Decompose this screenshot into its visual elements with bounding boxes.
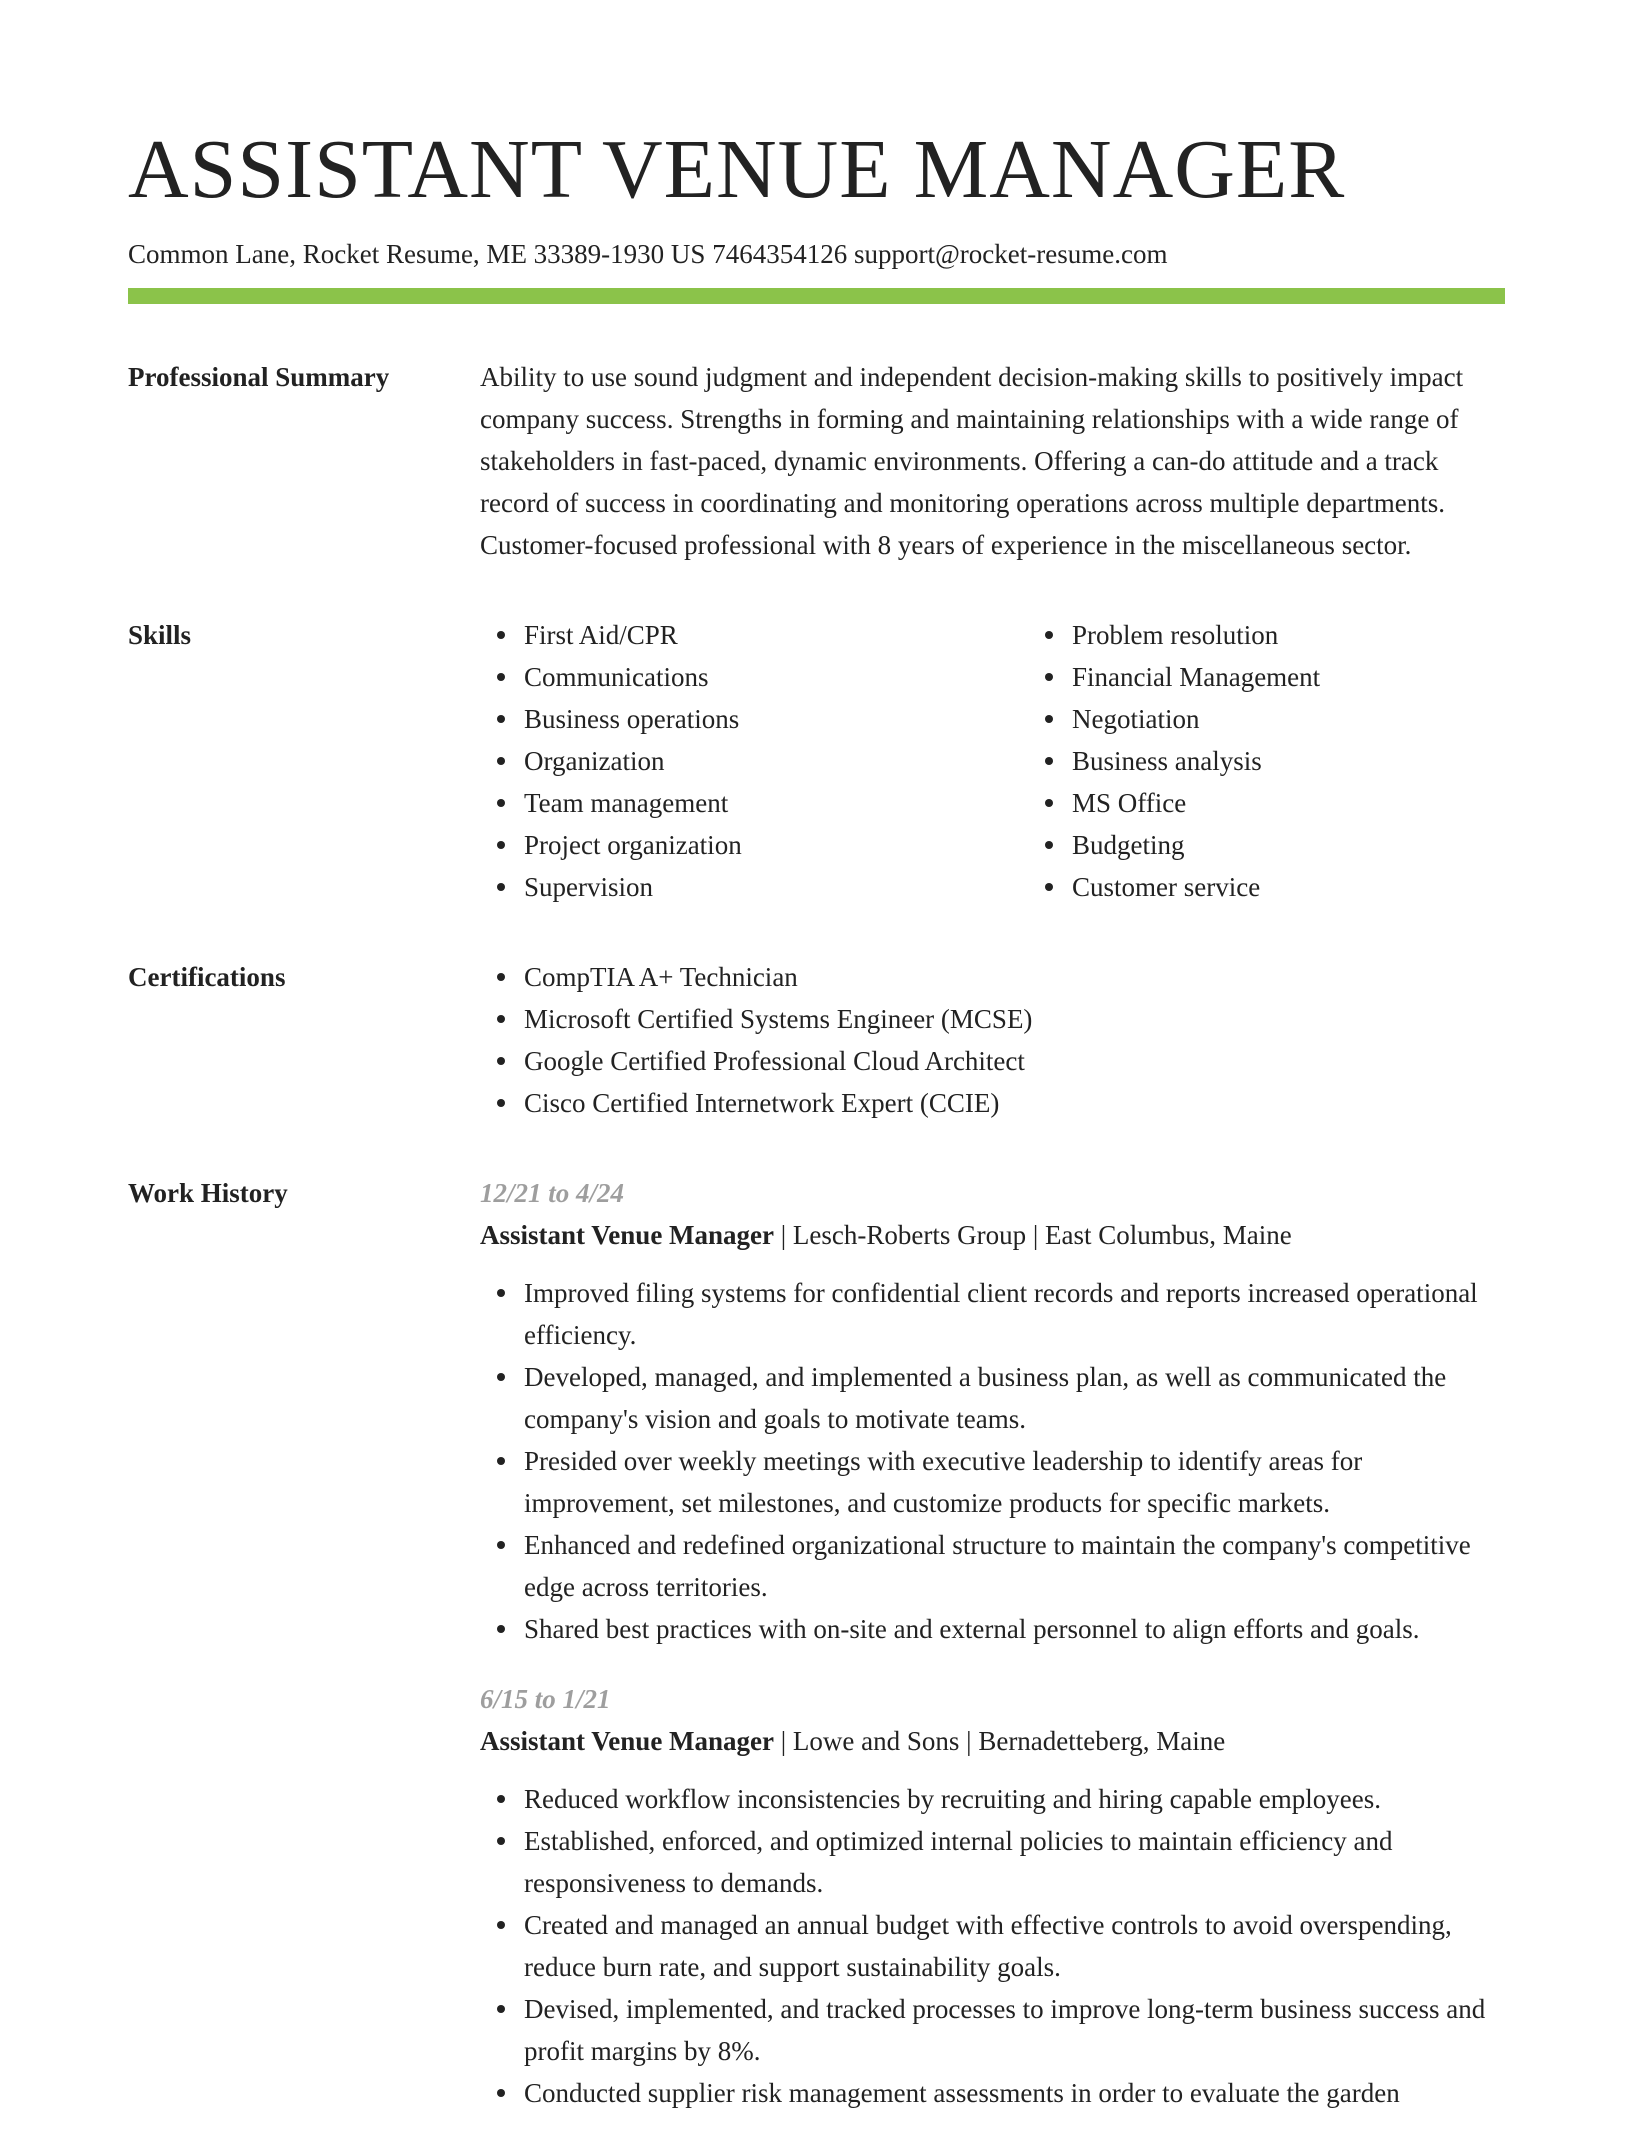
skill-item: Negotiation (1072, 698, 1576, 740)
summary-section (128, 356, 1505, 566)
certification-item: CompTIA A+ Technician (524, 956, 1505, 998)
certifications-section (128, 956, 1505, 1124)
job-company-location: | Lesch-Roberts Group | East Columbus, Maine (774, 1220, 1292, 1251)
certifications-list (480, 956, 1505, 1124)
skill-item: Problem resolution (1072, 614, 1576, 656)
job-bullets (480, 1272, 1505, 1650)
certifications-heading: Certifications (128, 962, 286, 993)
job-bullet: Enhanced and redefined organizational structure to maintain the company's competitive edge across territories. (524, 1524, 1505, 1608)
skills-list-right (1028, 614, 1576, 908)
summary-text: Ability to use sound judgment and independent decision-making skills to positively impact company success. Strengths in forming and maintaining relationships with a wide range of stakeholders in fast-paced, dynamic environments. Offering a can-do attitude and a track record of success in coordinating and monitoring operations across multiple departments. Customer-focused professional with 8 years of experience in the miscellaneous sector. (480, 362, 1464, 561)
work-history-section (128, 1172, 1505, 2142)
skill-item: Communications (524, 656, 1028, 698)
skill-item: Financial Management (1072, 656, 1576, 698)
skills-heading: Skills (128, 620, 192, 651)
job-bullet: Reduced workflow inconsistencies by recruiting and hiring capable employees. (524, 1778, 1505, 1820)
job-bullet: Developed, managed, and implemented a business plan, as well as communicated the company's vision and goals to motivate teams. (524, 1356, 1505, 1440)
job-entry (480, 1172, 1505, 1650)
job-bullet: Shared best practices with on-site and external personnel to align efforts and goals. (524, 1608, 1505, 1650)
skill-item: Team management (524, 782, 1028, 824)
contact-line: Common Lane, Rocket Resume, ME 33389-1930 US 7464354126 support@rocket-resume.com (128, 239, 1168, 269)
job-bullet: Presided over weekly meetings with executive leadership to identify areas for improvement, set milestones, and customize products for specific markets. (524, 1440, 1505, 1524)
job-entry (480, 1678, 1505, 2114)
job-bullet: Created and managed an annual budget with effective controls to avoid overspending, reduce burn rate, and support sustainability goals. (524, 1904, 1505, 1988)
skills-list-left (480, 614, 1028, 908)
summary-heading: Professional Summary (128, 362, 390, 393)
skill-item: Business analysis (1072, 740, 1576, 782)
resume-page (128, 120, 1505, 2142)
job-header (480, 1214, 1505, 1256)
job-bullet: Established, enforced, and optimized internal policies to maintain efficiency and responsiveness to demands. (524, 1820, 1505, 1904)
job-dates: 6/15 to 1/21 (480, 1684, 611, 1715)
skill-item: Business operations (524, 698, 1028, 740)
work-history-heading: Work History (128, 1178, 288, 1209)
job-header (480, 1720, 1505, 1762)
job-bullets (480, 1778, 1505, 2114)
skill-item: First Aid/CPR (524, 614, 1028, 656)
skill-item: Organization (524, 740, 1028, 782)
skill-item: Budgeting (1072, 824, 1576, 866)
skill-item: MS Office (1072, 782, 1576, 824)
resume-name: ASSISTANT VENUE MANAGER (128, 123, 1346, 216)
skill-item: Project organization (524, 824, 1028, 866)
certification-item: Cisco Certified Internetwork Expert (CCIE) (524, 1082, 1505, 1124)
accent-divider (128, 288, 1505, 304)
job-bullet: Conducted supplier risk management assessments in order to evaluate the garden (524, 2072, 1505, 2114)
job-title: Assistant Venue Manager (480, 1220, 775, 1251)
skills-section (128, 614, 1505, 908)
skill-item: Supervision (524, 866, 1028, 908)
job-bullet: Devised, implemented, and tracked processes to improve long-term business success and profit margins by 8%. (524, 1988, 1505, 2072)
job-title: Assistant Venue Manager (480, 1726, 775, 1757)
certification-item: Microsoft Certified Systems Engineer (MCSE) (524, 998, 1505, 1040)
certification-item: Google Certified Professional Cloud Architect (524, 1040, 1505, 1082)
skill-item: Customer service (1072, 866, 1576, 908)
job-bullet: Improved filing systems for confidential client records and reports increased operational efficiency. (524, 1272, 1505, 1356)
job-company-location: | Lowe and Sons | Bernadetteberg, Maine (774, 1726, 1226, 1757)
job-dates: 12/21 to 4/24 (480, 1178, 625, 1209)
